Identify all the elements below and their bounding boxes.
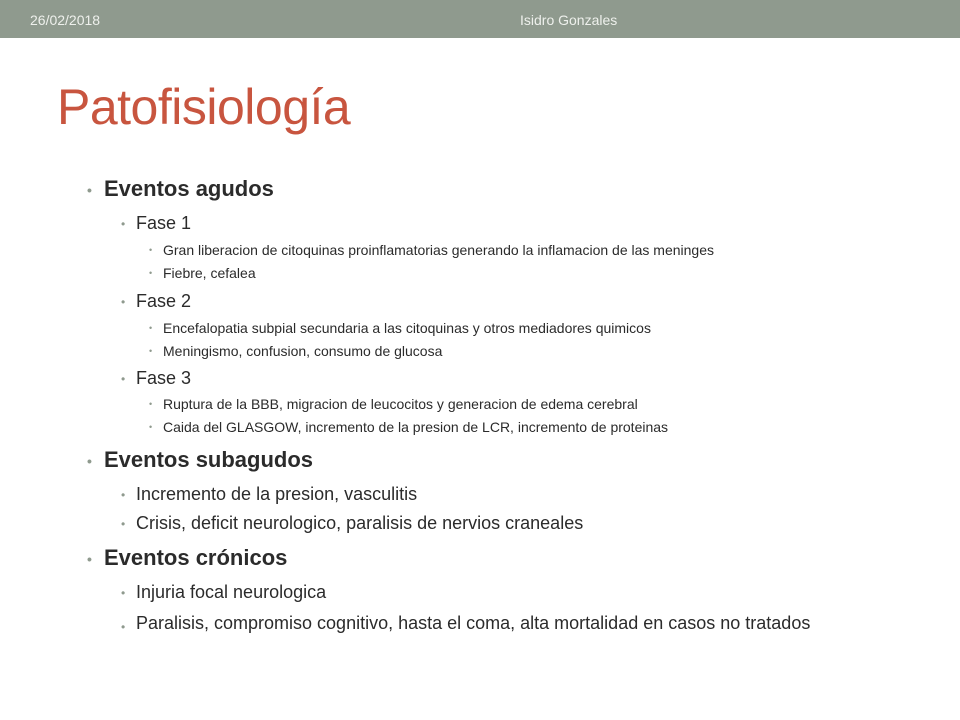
list-item: • Fiebre, cefalea: [149, 265, 256, 281]
bullet-icon: •: [149, 422, 153, 432]
bullet-icon: •: [121, 517, 126, 531]
section-heading-chronic: • Eventos crónicos: [87, 545, 288, 570]
bullet-icon: •: [149, 346, 153, 356]
bullet-icon: •: [121, 586, 126, 600]
bullet-icon: •: [87, 551, 92, 567]
bullet-icon: •: [121, 217, 126, 231]
list-item: • Caida del GLASGOW, incremento de la presion de LCR, incremento de proteinas: [149, 419, 669, 435]
bullet-icon: •: [87, 453, 92, 469]
bullet-icon: •: [87, 182, 92, 198]
list-item: • Paralisis, compromiso cognitivo, hasta el coma, alta mortalidad en casos no tratados: [136, 611, 856, 635]
bullet-icon: •: [121, 295, 126, 309]
list-item: • Ruptura de la BBB, migracion de leucocitos y generacion de edema cerebral: [149, 396, 638, 412]
list-item: • Gran liberacion de citoquinas proinflamatorias generando la inflamacion de las meninges: [149, 242, 714, 258]
phase-label-1: • Fase 1: [121, 213, 192, 233]
bullet-icon: •: [149, 323, 153, 333]
list-item: • Incremento de la presion, vasculitis: [121, 484, 418, 504]
bullet-icon: •: [149, 268, 153, 278]
phase-label-2: • Fase 2: [121, 291, 192, 311]
list-item: • Injuria focal neurologica: [121, 582, 327, 602]
slide-date: 26/02/2018: [30, 12, 101, 28]
section-heading-subacute: • Eventos subagudos: [87, 447, 314, 472]
list-item: • Crisis, deficit neurologico, paralisis de nervios craneales: [121, 513, 584, 533]
list-item: • Encefalopatia subpial secundaria a las citoquinas y otros mediadores quimicos: [149, 320, 651, 336]
section-heading-acute: • Eventos agudos: [87, 176, 274, 201]
bullet-icon: •: [149, 245, 153, 255]
phase-label-3: • Fase 3: [121, 368, 192, 388]
bullet-icon: •: [121, 488, 126, 502]
slide-title: Patofisiología: [57, 79, 351, 135]
bullet-icon: •: [149, 399, 153, 409]
bullet-icon: •: [121, 620, 126, 634]
list-item: • Meningismo, confusion, consumo de glucosa: [149, 343, 443, 359]
slide-author: Isidro Gonzales: [520, 12, 618, 28]
bullet-icon: •: [121, 372, 126, 386]
